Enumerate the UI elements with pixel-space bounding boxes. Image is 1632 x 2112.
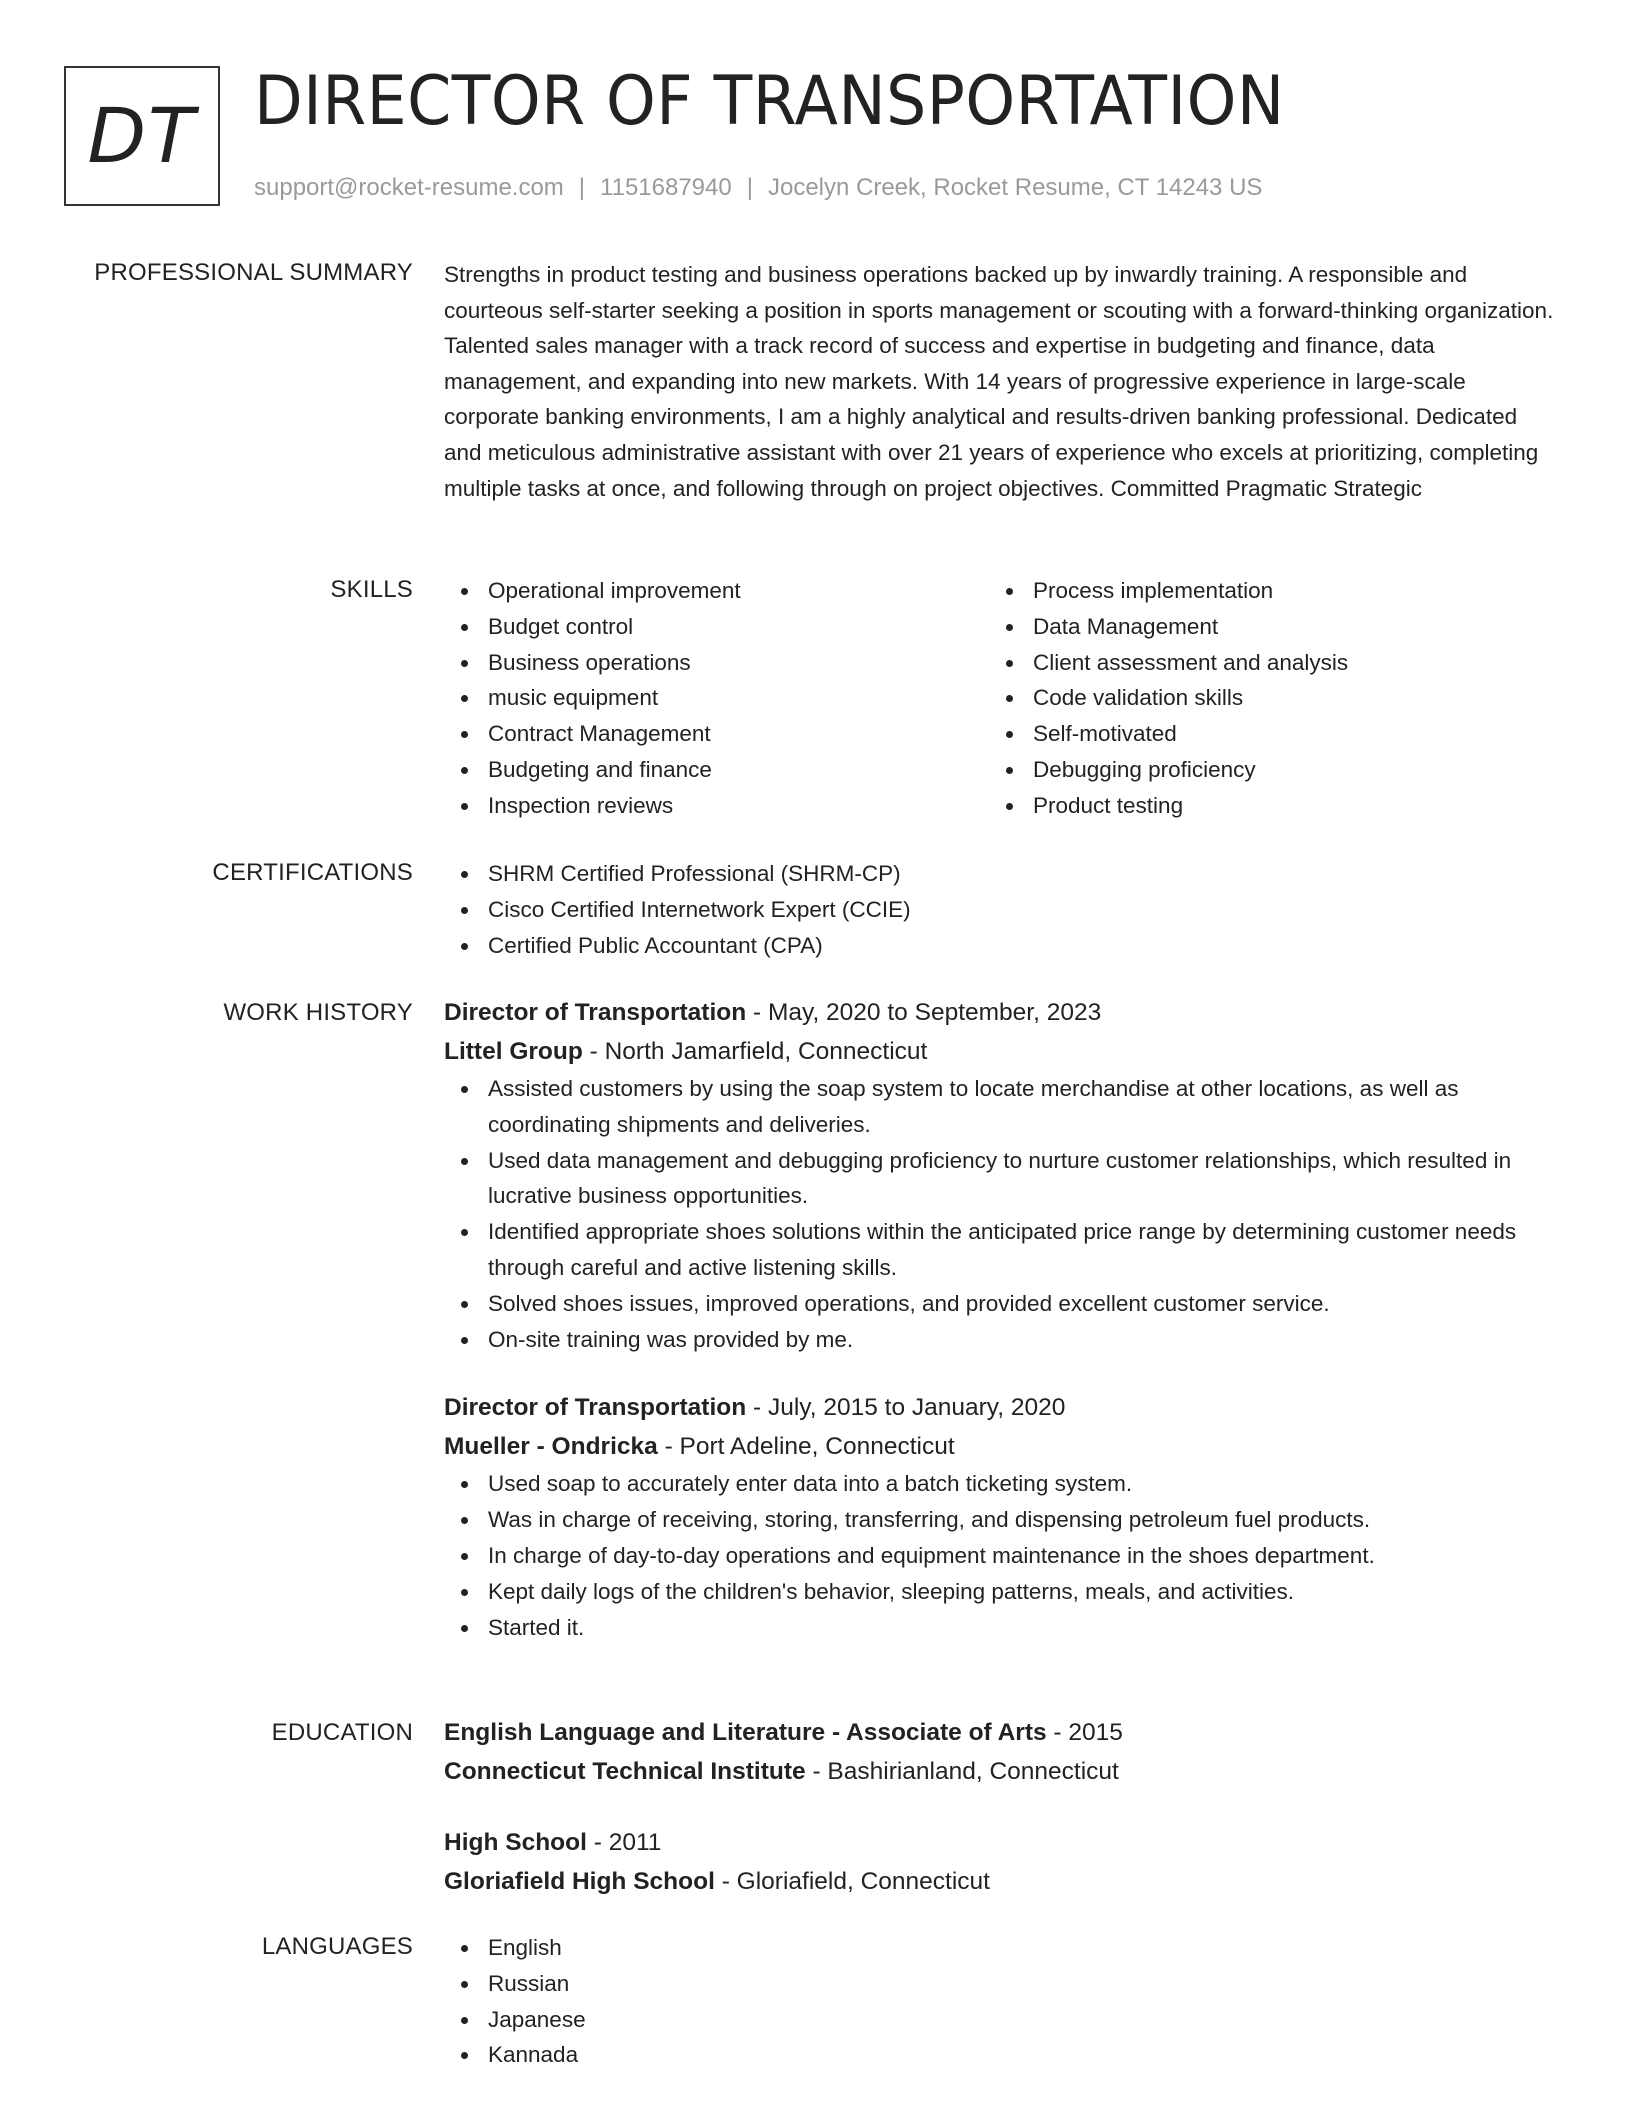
language-item: English xyxy=(444,1930,1559,1966)
education-year: - 2015 xyxy=(1046,1719,1123,1746)
skill-item: Contract Management xyxy=(444,716,989,752)
job-location: - North Jamarfield, Connecticut xyxy=(582,1038,928,1065)
job-duties-list xyxy=(444,1071,1559,1357)
section-label-work-history: WORK HISTORY xyxy=(223,999,413,1026)
contact-phone[interactable]: 1151687940 xyxy=(600,174,732,201)
skill-item: Data Management xyxy=(989,609,1534,645)
job-duty-item: In charge of day-to-day operations and equipment maintenance in the shoes department. xyxy=(444,1538,1559,1574)
job-title: Director of Transportation xyxy=(444,1394,747,1422)
certification-item: SHRM Certified Professional (SHRM-CP) xyxy=(444,856,1559,892)
skills-columns xyxy=(444,573,1559,824)
education-degree-line xyxy=(444,1713,1559,1752)
language-item: Russian xyxy=(444,1966,1559,2002)
job-duty-item: Was in charge of receiving, storing, transferring, and dispensing petroleum fuel products. xyxy=(444,1502,1559,1538)
language-item: Japanese xyxy=(444,2002,1559,2038)
contact-address: Jocelyn Creek, Rocket Resume, CT 14243 US xyxy=(767,174,1263,201)
job-dates: - May, 2020 to September, 2023 xyxy=(746,999,1102,1026)
education-school: Connecticut Technical Institute xyxy=(444,1758,806,1785)
skill-item: Product testing xyxy=(989,788,1534,824)
education-degree: High School xyxy=(444,1829,587,1856)
skills-list-left xyxy=(444,573,989,824)
section-label-education: EDUCATION xyxy=(271,1719,413,1746)
job-duty-item: Solved shoes issues, improved operations, and provided excellent customer service. xyxy=(444,1286,1559,1322)
contact-separator: | xyxy=(746,174,753,201)
skill-item: Budgeting and finance xyxy=(444,752,989,788)
education-degree-line xyxy=(444,1823,1559,1862)
skill-item: Code validation skills xyxy=(989,680,1534,716)
skills-list-right xyxy=(989,573,1534,824)
certifications-list xyxy=(444,856,1559,963)
certifications-body xyxy=(444,856,1559,963)
skill-item: Debugging proficiency xyxy=(989,752,1534,788)
job-duty-item: Kept daily logs of the children's behavior, sleeping patterns, meals, and activities. xyxy=(444,1574,1559,1610)
monogram-initials: DT xyxy=(87,91,197,180)
skills-body xyxy=(444,573,1559,824)
skill-item: Inspection reviews xyxy=(444,788,989,824)
summary-body xyxy=(444,257,1559,506)
job-company-line xyxy=(444,1427,1559,1466)
contact-email[interactable]: support@rocket-resume.com xyxy=(254,174,564,201)
job-entry xyxy=(444,993,1559,1357)
languages-body xyxy=(444,1930,1559,2073)
education-entry xyxy=(444,1713,1559,1791)
job-dates: - July, 2015 to January, 2020 xyxy=(746,1394,1066,1422)
education-body xyxy=(444,1713,1559,1933)
education-school-line xyxy=(444,1752,1559,1791)
contact-line xyxy=(254,172,1262,204)
languages-list xyxy=(444,1930,1559,2073)
job-duty-item: On-site training was provided by me. xyxy=(444,1322,1559,1358)
education-school: Gloriafield High School xyxy=(444,1868,715,1895)
job-duties-list xyxy=(444,1466,1559,1645)
education-location: - Bashirianland, Connecticut xyxy=(805,1758,1119,1785)
education-school-line xyxy=(444,1862,1559,1901)
job-location: - Port Adeline, Connecticut xyxy=(657,1433,955,1461)
skill-item: Process implementation xyxy=(989,573,1534,609)
job-duty-item: Used data management and debugging proficiency to nurture customer relationships, which resulted in lucrative business opportunities. xyxy=(444,1143,1559,1215)
job-duty-item: Used soap to accurately enter data into a batch ticketing system. xyxy=(444,1466,1559,1502)
skill-item: Business operations xyxy=(444,645,989,681)
education-degree: English Language and Literature - Associate of Arts xyxy=(444,1719,1047,1746)
job-title: Director of Transportation xyxy=(444,999,747,1026)
skill-item: Operational improvement xyxy=(444,573,989,609)
job-title-line xyxy=(444,993,1559,1032)
resume-title: DIRECTOR OF TRANSPORTATION xyxy=(254,62,1285,141)
job-duty-item: Assisted customers by using the soap system to locate merchandise at other locations, as well as coordinating shipments and deliveries. xyxy=(444,1071,1559,1143)
education-year: - 2011 xyxy=(586,1829,662,1856)
job-title-line xyxy=(444,1388,1559,1427)
monogram-box xyxy=(64,66,220,206)
section-label-languages: LANGUAGES xyxy=(261,1933,413,1960)
section-label-skills: SKILLS xyxy=(330,576,413,603)
summary-text: Strengths in product testing and business operations backed up by inwardly training. A responsible and courteous self-starter seeking a position in sports management or scouting with a forward-thinking organization. Talented sales manager with a track record of success and expertise in budgeting and finance, data management, and expanding into new markets. With 14 years of progressive experience in large-scale corporate banking environments, I am a highly analytical and results-driven banking professional. Dedicated and meticulous administrative assistant with over 21 years of experience who excels at prioritizing, completing multiple tasks at once, and following through on project objectives. Committed Pragmatic Strategic xyxy=(444,262,1554,501)
section-label-summary: PROFESSIONAL SUMMARY xyxy=(94,259,413,286)
skill-item: music equipment xyxy=(444,680,989,716)
language-item: Kannada xyxy=(444,2037,1559,2073)
job-company: Littel Group xyxy=(444,1038,583,1065)
education-location: - Gloriafield, Connecticut xyxy=(714,1868,990,1895)
job-entry xyxy=(444,1388,1559,1645)
contact-separator: | xyxy=(578,174,586,201)
job-company: Mueller - Ondricka xyxy=(444,1433,658,1461)
job-company-line xyxy=(444,1032,1559,1071)
certification-item: Cisco Certified Internetwork Expert (CCIE) xyxy=(444,892,1559,928)
education-entry xyxy=(444,1823,1559,1901)
certification-item: Certified Public Accountant (CPA) xyxy=(444,928,1559,964)
job-duty-item: Started it. xyxy=(444,1610,1559,1646)
skill-item: Self-motivated xyxy=(989,716,1534,752)
skill-item: Budget control xyxy=(444,609,989,645)
work-history-body xyxy=(444,993,1559,1645)
job-duty-item: Identified appropriate shoes solutions within the anticipated price range by determining customer needs through careful and active listening skills. xyxy=(444,1214,1559,1286)
section-label-certifications: CERTIFICATIONS xyxy=(212,859,413,886)
skill-item: Client assessment and analysis xyxy=(989,645,1534,681)
